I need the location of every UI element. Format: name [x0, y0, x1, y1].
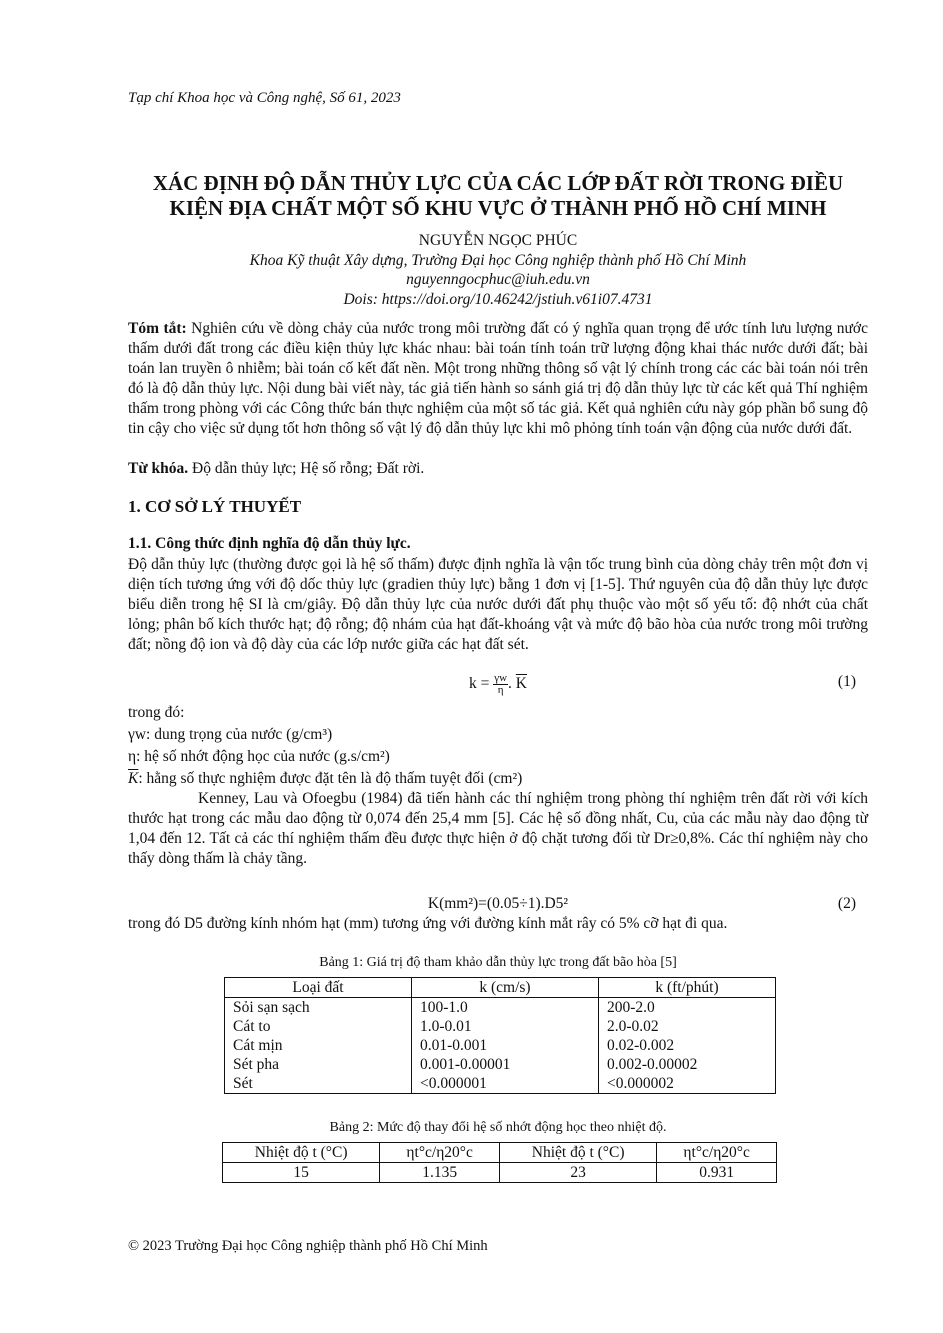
table-row: Sỏi sạn sạch 100-1.0 200-2.0 — [225, 998, 776, 1018]
eq1-numerator: γw — [494, 672, 508, 684]
table-row: Cát mịn 0.01-0.001 0.02-0.002 — [225, 1036, 776, 1055]
paragraph-kenney: Kenney, Lau và Ofoegbu (1984) đã tiến hành các thí nghiệm trong phòng thí nghiệm trên đất rời với kích thước hạt trong các mẫu dao động từ 0,074 đến 25,4 mm [5]. Các hệ số đồng nhất, Cu, của các mẫu này dao động từ 1,04 đến 12. Tất cả các thí nghiệm thấm đều được thực hiện ở độ chặt tương đối từ Dr≥0,8%. Các thí nghiệm này cho thấy dòng thấm là chảy tầng. — [128, 790, 868, 868]
eq1-number: (1) — [837, 673, 856, 690]
table-row: Sét <0.000001 <0.000002 — [225, 1074, 776, 1094]
abstract-text: Nghiên cứu về dòng chảy của nước trong môi trường đất có ý nghĩa quan trọng để ước tính lưu lượng nước thấm dưới đất trong các điều kiện thủy lực khác nhau: bài toán tính toán trữ lượng động khai thác nước dưới đất; bài toán lan truyền ô nhiễm; bài toán cố kết đất nền. Một trong những thông số vật lý chính trong các các bài toán nói trên đó là độ dẫn thủy lực. Nội dung bài viết này, tác giả tiến hành so sánh giá trị độ dẫn thủy lực từ các kết quả Thí nghiệm thấm trong phòng với các Công thức bán thực nghiệm của một số tác giả. Kết quả nghiên cứu này góp phần bổ sung độ tin cậy cho việc sử dụng tốt hơn thông số vật lý độ dẫn thủy lực khi mô phỏng tính toán vận động của nước dưới đất. — [128, 320, 868, 438]
eq1-rhs: $\overline{K}$ — [515, 675, 527, 693]
table-header: Loại đất — [225, 978, 412, 998]
definitions — [128, 702, 868, 790]
abstract-label: Tóm tắt: — [128, 320, 187, 337]
definition-item: $\overline{K}$: hằng số thực nghiệm được đặt tên là độ thấm tuyệt đối (cm²) — [128, 770, 523, 787]
table-header: Nhiệt độ t (°C) — [223, 1143, 380, 1163]
table-row: Sét pha 0.001-0.00001 0.002-0.00002 — [225, 1055, 776, 1074]
keywords-text: Độ dẫn thủy lực; Hệ số rỗng; Đất rời. — [188, 460, 425, 477]
table-header: ηt°c/η20°c — [380, 1143, 500, 1163]
table-row: Cát to 1.0-0.01 2.0-0.02 — [225, 1017, 776, 1036]
table-header: k (ft/phút) — [599, 978, 776, 998]
eq1-lhs: k = — [468, 675, 494, 693]
definition-item: γw: dung trọng của nước (g/cm³) — [128, 726, 333, 743]
title-line-2: KIỆN ĐỊA CHẤT MỘT SỐ KHU VỰC Ở THÀNH PHỐ HỒ CHÍ MINH — [169, 196, 827, 220]
eq2-formula: K(mm²)=(0.05÷1).D5² — [427, 895, 569, 912]
definition-item: η: hệ số nhớt động học của nước (g.s/cm²) — [128, 748, 390, 765]
eq2-number: (2) — [837, 895, 856, 912]
abstract — [128, 319, 868, 440]
table2 — [222, 1142, 777, 1183]
paper-title — [128, 171, 868, 221]
paragraph-d5: trong đó D5 đường kính nhóm hạt (mm) tương ứng với đường kính mắt rây có 5% cỡ hạt đi qua. — [128, 915, 728, 932]
author-name: NGUYỄN NGỌC PHÚC — [418, 232, 578, 249]
table-header: Nhiệt độ t (°C) — [499, 1143, 656, 1163]
section-heading: 1. CƠ SỞ LÝ THUYẾT — [128, 497, 302, 516]
keywords — [128, 460, 868, 478]
where-label: trong đó: — [128, 704, 185, 721]
keywords-label: Từ khóa. — [128, 460, 189, 477]
table-header: k (cm/s) — [412, 978, 599, 998]
table1 — [224, 977, 776, 1094]
equation-1: k = $\frac{\gamma w}{\eta}$ . $\overline{K}$ (1) — [468, 672, 856, 696]
subsection-heading: 1.1. Công thức định nghĩa độ dẫn thủy lực. — [128, 535, 411, 552]
journal-header: Tạp chí Khoa học và Công nghệ, Số 61, 2023 — [128, 90, 401, 106]
footer-copyright: © 2023 Trường Đại học Công nghiệp thành phố Hồ Chí Minh — [128, 1238, 488, 1254]
title-line-1: XÁC ĐỊNH ĐỘ DẪN THỦY LỰC CỦA CÁC LỚP ĐẤT RỜI TRONG ĐIỀU — [152, 171, 844, 195]
doi-link[interactable]: Dois: https://doi.org/10.46242/jstiuh.v61i07.4731 — [343, 290, 653, 308]
paragraph-definition: Độ dẫn thủy lực (thường được gọi là hệ số thấm) được định nghĩa là vận tốc trung bình của dòng chảy trên một đơn vị diện tích tương ứng với độ dốc thủy lực (gradien thủy lực) bằng 1 đơn vị [1-5]. Thứ nguyên của độ dẫn thủy lực được biểu diễn trong hệ SI là cm/giây. Độ dẫn thủy lực của nước dưới đất phụ thuộc vào một số yếu tố: độ nhớt của chất lỏng; phân bố kích thước hạt; độ rỗng; độ nhám của hạt đất-khoáng vật và mức độ bão hòa của nước trong môi trường đất; nồng độ ion và độ dày của các lớp nước giữa các hạt đất sét. — [128, 556, 868, 654]
table1-caption: Bảng 1: Giá trị độ tham khảo dẫn thủy lực trong đất bão hòa [5] — [319, 955, 677, 970]
eq1-denominator: η — [497, 684, 504, 696]
table-row: 15 1.135 23 0.931 — [223, 1163, 777, 1183]
author-affiliation: Khoa Kỹ thuật Xây dựng, Trường Đại học Công nghiệp thành phố Hồ Chí Minh — [249, 251, 747, 269]
author-email: nguyenngocphuc@iuh.edu.vn — [406, 271, 590, 288]
table-header: ηt°c/η20°c — [657, 1143, 777, 1163]
author-block — [128, 231, 868, 309]
table2-caption: Bảng 2: Mức độ thay đổi hệ số nhớt động học theo nhiệt độ. — [329, 1120, 667, 1135]
